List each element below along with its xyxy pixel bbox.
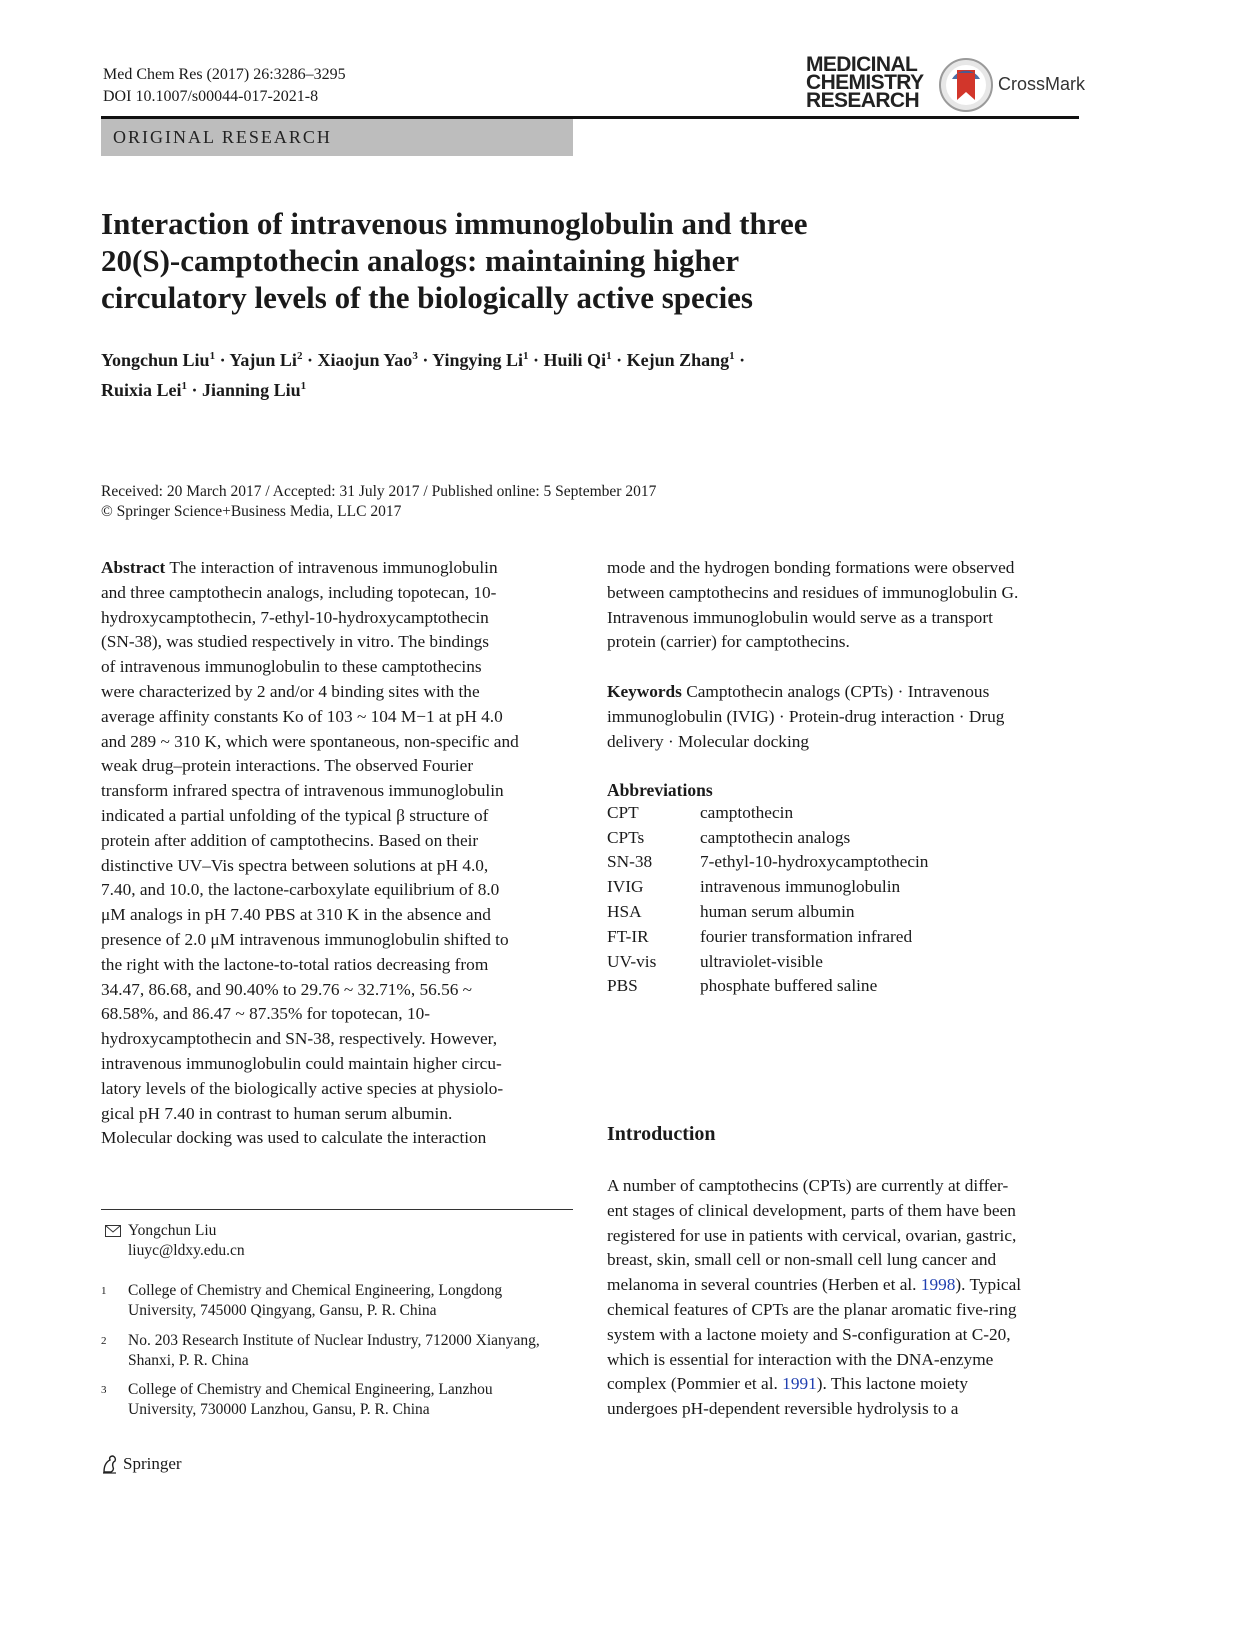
keywords-label: Keywords	[607, 682, 682, 701]
abstract-line: the right with the lactone-to-total ratios decreasing from	[101, 954, 489, 974]
author-name: Xiaojun Yao	[317, 350, 413, 370]
author-affiliation-mark: 1	[209, 350, 216, 362]
affiliation-line: No. 203 Research Institute of Nuclear Industry, 712000 Xianyang,	[128, 1332, 540, 1349]
springer-horse-icon	[101, 1454, 119, 1474]
introduction-line: which is essential for interaction with the DNA-enzyme	[607, 1349, 994, 1369]
corresponding-name: Yongchun Liu	[128, 1222, 217, 1239]
abbreviation-term: IVIG	[607, 877, 644, 897]
abbreviation-term: UV-vis	[607, 951, 657, 971]
citation-link[interactable]: 1991	[782, 1374, 817, 1394]
introduction-line: A number of camptothecins (CPTs) are currently at differ-	[607, 1176, 1009, 1195]
keywords-line: delivery · Molecular docking	[607, 731, 810, 751]
abbreviation-definition: 7-ethyl-10-hydroxycamptothecin	[700, 852, 929, 872]
abbreviations	[607, 778, 1079, 1001]
abbreviation-term: HSA	[607, 901, 642, 921]
author-affiliation-mark: 1	[729, 350, 735, 362]
abstract-line: distinctive UV–Vis spectra between solutions at pH 4.0,	[101, 855, 489, 875]
abbreviation-row	[607, 927, 928, 952]
logo-line: RESEARCH	[806, 89, 920, 112]
doi: DOI 10.1007/s00044-017-2021-8	[103, 88, 319, 105]
corresponding-email[interactable]: liuyc@ldxy.edu.cn	[128, 1242, 245, 1259]
footnote-rule	[101, 1209, 573, 1210]
introduction-line: registered for use in patients with cervical, ovarian, gastric,	[607, 1225, 1017, 1245]
abstract-line: were characterized by 2 and/or 4 binding sites with the	[101, 681, 480, 701]
crossmark-label: CrossMark	[998, 74, 1086, 94]
title-line: circulatory levels of the biologically active species	[101, 280, 753, 315]
affiliation-line: College of Chemistry and Chemical Engineering, Longdong	[128, 1282, 503, 1299]
abstract-line: 68.58%, and 86.47 ~ 87.35% for topotecan, 10-	[101, 1004, 430, 1024]
journal-citation: Med Chem Res (2017) 26:3286–3295	[103, 66, 346, 83]
abbreviation-term: SN-38	[607, 852, 653, 872]
introduction-line: complex (Pommier et al. 1991). This lactone moiety	[607, 1374, 969, 1394]
abstract-line: of intravenous immunoglobulin to these camptothecins	[101, 657, 482, 677]
introduction-line: undergoes pH-dependent reversible hydrolysis to a	[607, 1399, 959, 1419]
abstract-line: between camptothecins and residues of immunoglobulin G.	[607, 582, 1019, 602]
abstract-line: μM analogs in pH 7.40 PBS at 310 K in the absence and	[101, 905, 491, 925]
author-name: Kejun Zhang	[626, 350, 730, 370]
corresponding-author	[101, 1221, 573, 1261]
keywords-line: immunoglobulin (IVIG) · Protein-drug interaction · Drug	[607, 706, 1005, 726]
abbreviation-term: FT-IR	[607, 926, 649, 946]
abstract-line: hydroxycamptothecin, 7-ethyl-10-hydroxycamptothecin	[101, 607, 489, 627]
journal-logo	[806, 53, 924, 112]
keywords-line: Keywords Camptothecin analogs (CPTs) · Intravenous	[607, 682, 990, 701]
abbreviation-row	[607, 803, 928, 828]
abstract-line: average affinity constants Ko of 103 ~ 104 M−1 at pH 4.0	[101, 706, 503, 726]
abbreviations-title: Abbreviations	[607, 780, 713, 800]
author-name: Ruixia Lei	[101, 380, 182, 400]
abstract-line: 34.47, 86.68, and 90.40% to 29.76 ~ 32.71%, 56.56 ~	[101, 979, 473, 999]
affiliation-3	[101, 1380, 573, 1420]
author-affiliation-mark: 2	[296, 350, 303, 362]
abstract-label: Abstract	[101, 558, 166, 577]
abbreviation-definition: intravenous immunoglobulin	[700, 877, 901, 897]
logo-line: MEDICINAL	[806, 53, 918, 76]
publication-history: Received: 20 March 2017 / Accepted: 31 July 2017 / Published online: 5 September 2017	[101, 483, 657, 500]
section-banner: ORIGINAL RESEARCH	[101, 119, 573, 156]
author-name: Jianning Liu	[202, 380, 301, 400]
abbreviation-term: CPTs	[607, 827, 645, 847]
introduction-line: ent stages of clinical development, parts of them have been	[607, 1200, 1016, 1220]
logo-line: CHEMISTRY	[806, 71, 924, 94]
abstract-line: mode and the hydrogen bonding formations were observed	[607, 558, 1015, 577]
abbreviation-row	[607, 852, 928, 877]
abstract-line: gical pH 7.40 in contrast to human serum albumin.	[101, 1103, 453, 1123]
affiliation-number: 3	[101, 1384, 107, 1396]
publisher-name: Springer	[123, 1454, 182, 1473]
crossmark-button[interactable]	[938, 57, 1088, 113]
abbreviation-term: CPT	[607, 802, 639, 822]
keywords	[607, 680, 1079, 754]
copyright: © Springer Science+Business Media, LLC 2017	[101, 503, 402, 520]
abbreviation-definition: fourier transformation infrared	[700, 926, 913, 946]
abbreviation-term: PBS	[607, 976, 638, 996]
affiliation-number: 2	[101, 1335, 107, 1347]
author-line: Yongchun Liu$^1$ · Yajun $Li^2$ · Xiaojun Yao$^3$ · Yingying $Li^1$ · Huili $Qi^1$ · Kejun Zhang$^1$ ·	[101, 350, 746, 370]
introduction-line: melanoma in several countries (Herben et al. 1998). Typical	[607, 1275, 1022, 1295]
abstract-line: presence of 2.0 μM intravenous immunoglobulin shifted to	[101, 929, 509, 949]
author-name: Yingying Li	[432, 350, 524, 370]
affiliation-line: University, 730000 Lanzhou, Gansu, P. R. China	[128, 1401, 430, 1418]
affiliation-line: Shanxi, P. R. China	[128, 1352, 249, 1369]
abstract-line: protein after addition of camptothecins. Based on their	[101, 830, 479, 850]
author-affiliation-mark: 1	[300, 380, 307, 392]
abbreviation-definition: human serum albumin	[700, 901, 855, 921]
affiliation-line: University, 745000 Qingyang, Gansu, P. R. China	[128, 1302, 437, 1319]
introduction-line: breast, skin, small cell or non-small cell lung cancer and	[607, 1250, 997, 1270]
abstract-line: (SN-38), was studied respectively in vitro. The bindings	[101, 632, 489, 652]
abstract-line: 7.40, and 10.0, the lactone-carboxylate equilibrium of 8.0	[101, 880, 500, 900]
author-affiliation-mark: 3	[412, 350, 418, 362]
abstract-line: Intravenous immunoglobulin would serve as a transport	[607, 607, 993, 627]
author-name: Yongchun Liu	[101, 350, 210, 370]
affiliation-1	[101, 1281, 573, 1321]
abbreviation-definition: ultraviolet-visible	[700, 951, 823, 971]
abstract-line: weak drug–protein interactions. The observed Fourier	[101, 756, 474, 776]
abstract-line: latory levels of the biologically active species at physiolo-	[101, 1078, 504, 1098]
abstract-line: and three camptothecin analogs, including topotecan, 10-	[101, 582, 497, 602]
abbreviation-row	[607, 952, 928, 977]
abbreviation-row	[607, 902, 928, 927]
title-line: Interaction of intravenous immunoglobulin and three	[101, 206, 808, 241]
envelope-icon	[105, 1225, 121, 1237]
introduction-line: chemical features of CPTs are the planar aromatic five-ring	[607, 1299, 1017, 1319]
abstract-line: and 289 ~ 310 K, which were spontaneous, non-specific and	[101, 731, 519, 751]
abstract	[101, 556, 573, 1151]
introduction-heading: Introduction	[607, 1123, 716, 1145]
abbreviations-table	[607, 803, 928, 1001]
introduction-body	[607, 1174, 1079, 1422]
author-affiliation-mark: 1	[523, 350, 529, 362]
abbreviation-row	[607, 828, 928, 853]
abstract-line: hydroxycamptothecin and SN-38, respectively. However,	[101, 1029, 498, 1049]
abbreviation-definition: phosphate buffered saline	[700, 976, 878, 996]
abstract-line: Abstract The interaction of intravenous immunoglobulin	[101, 558, 498, 577]
crossmark-icon	[938, 57, 994, 113]
abbreviation-row	[607, 877, 928, 902]
title-line: 20(S)-camptothecin analogs: maintaining higher	[101, 243, 740, 278]
citation-link[interactable]: 1998	[920, 1275, 956, 1295]
page-title	[101, 205, 901, 316]
abstract-line: Molecular docking was used to calculate the interaction	[101, 1128, 487, 1148]
abstract-continued	[607, 556, 1079, 655]
affiliation-line: College of Chemistry and Chemical Engineering, Lanzhou	[128, 1381, 493, 1398]
author-line: Ruixia Lei$^1$ · Jianning Liu$^1$	[101, 380, 307, 400]
author-affiliation-mark: 1	[181, 380, 188, 392]
abstract-line: intravenous immunoglobulin could maintain higher circu-	[101, 1053, 502, 1073]
affiliation-number: 1	[101, 1285, 107, 1297]
abbreviation-definition: camptothecin analogs	[700, 827, 851, 847]
author-list	[101, 343, 861, 403]
abbreviation-definition: camptothecin	[700, 802, 794, 822]
author-affiliation-mark: 1	[606, 350, 612, 362]
author-name: Huili Qi	[543, 350, 607, 370]
abstract-line: protein (carrier) for camptothecins.	[607, 632, 850, 652]
abbreviation-row	[607, 976, 928, 1001]
affiliation-2	[101, 1331, 573, 1371]
abstract-line: transform infrared spectra of intravenous immunoglobulin	[101, 781, 504, 801]
introduction-line: system with a lactone moiety and S-configuration at C-20,	[607, 1324, 1011, 1344]
author-name: Yajun Li	[229, 350, 297, 370]
abstract-line: indicated a partial unfolding of the typical β structure of	[101, 805, 489, 825]
